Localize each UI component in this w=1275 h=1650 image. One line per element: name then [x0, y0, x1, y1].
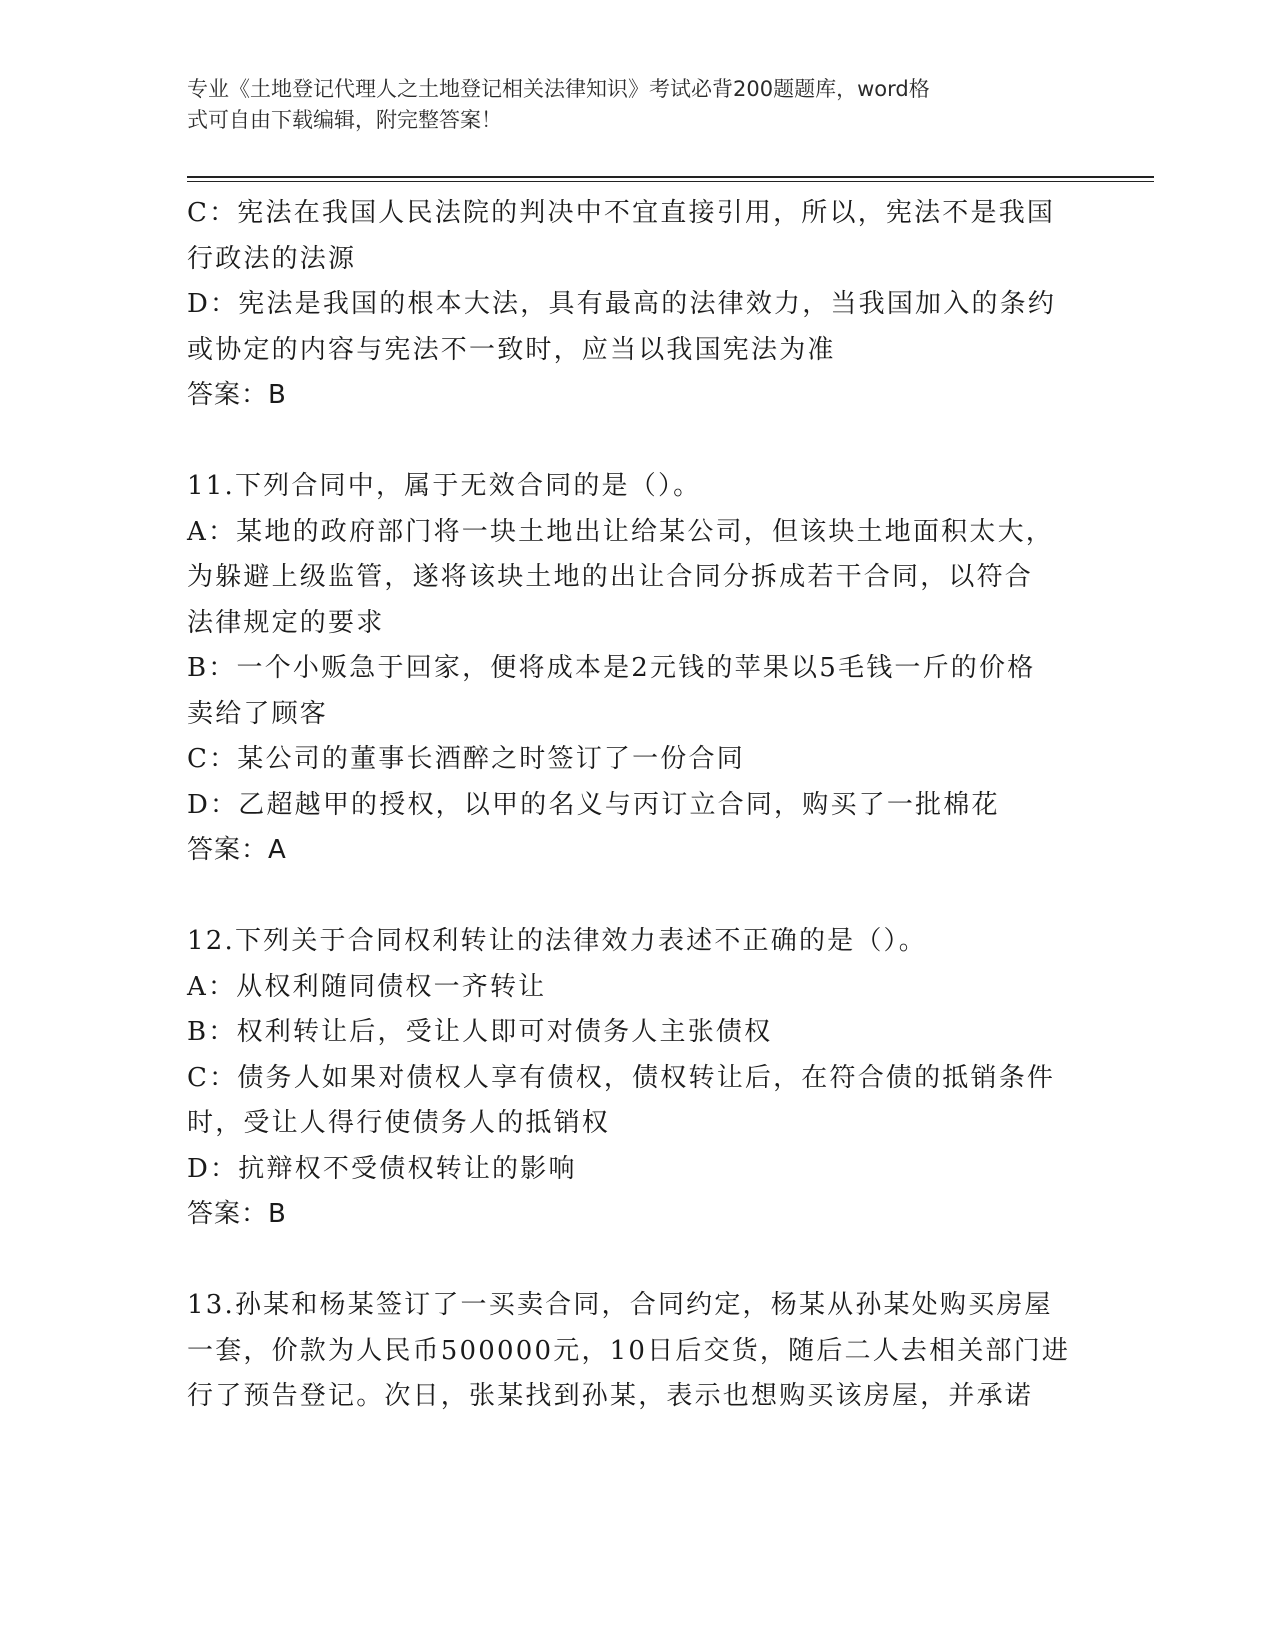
q11-option-b-line-2: 卖给了顾客 — [187, 698, 329, 729]
q10-option-c-line-1: C：宪法在我国人民法院的判决中不宜直接引用，所以，宪法不是我国 — [187, 198, 1056, 228]
q12-option-a: A：从权利随同债权一齐转让 — [187, 971, 547, 1002]
header-line-1: 专业《土地登记代理人之土地登记相关法律知识》考试必背200题题库，word格 — [187, 77, 930, 101]
q13-stem-line-3: 行了预告登记。次日，张某找到孙某，表示也想购买该房屋，并承诺 — [187, 1381, 1034, 1411]
question-11 — [187, 464, 1087, 874]
q10-option-c-line-2: 行政法的法源 — [187, 243, 357, 274]
q11-answer: 答案：A — [187, 835, 287, 865]
q11-option-c: C：某公司的董事长酒醉之时签订了一份合同 — [187, 744, 745, 774]
q11-option-a-line-1: A：某地的政府部门将一块土地出让给某公司，但该块土地面积太大， — [187, 516, 1054, 547]
question-12 — [187, 919, 1087, 1238]
q12-option-d: D：抗辩权不受债权转让的影响 — [187, 1153, 577, 1184]
q10-answer: 答案：B — [187, 380, 287, 410]
q11-option-b-line-1: B：一个小贩急于回家，便将成本是2元钱的苹果以5毛钱一斤的价格 — [187, 653, 1036, 683]
spacer — [187, 874, 1087, 920]
q12-option-c-line-2: 时，受让人得行使债务人的抵销权 — [187, 1108, 611, 1138]
q11-option-a-line-2: 为躲避上级监管，遂将该块土地的出让合同分拆成若干合同，以符合 — [187, 562, 1034, 592]
q12-stem: 12.下列关于合同权利转让的法律效力表述不正确的是（）。 — [187, 926, 927, 956]
question-13 — [187, 1283, 1087, 1420]
question-10 — [187, 191, 1087, 419]
spacer — [187, 419, 1087, 465]
q11-option-d: D：乙超越甲的授权，以甲的名义与丙订立合同，购买了一批棉花 — [187, 789, 1000, 820]
q13-stem-line-2: 一套，价款为人民币500000元，10日后交货，随后二人去相关部门进 — [187, 1335, 1071, 1366]
header-divider-thick — [187, 176, 1154, 178]
header-divider-thin — [187, 181, 1154, 182]
question-body — [187, 191, 1087, 1420]
q12-answer: 答案：B — [187, 1199, 287, 1229]
q12-option-c-line-1: C：债务人如果对债权人享有债权，债权转让后，在符合债的抵销条件 — [187, 1062, 1056, 1093]
header-line-2: 式可自由下载编辑，附完整答案！ — [187, 108, 502, 132]
spacer — [187, 1238, 1087, 1284]
q10-option-d-line-2: 或协定的内容与宪法不一致时，应当以我国宪法为准 — [187, 334, 836, 365]
q10-option-d-line-1: D：宪法是我国的根本大法，具有最高的法律效力，当我国加入的条约 — [187, 289, 1057, 319]
q11-stem: 11.下列合同中，属于无效合同的是（）。 — [187, 471, 702, 501]
q13-stem-line-1: 13.孙某和杨某签订了一买卖合同，合同约定，杨某从孙某处购买房屋 — [187, 1290, 1053, 1320]
q12-option-b: B：权利转让后，受让人即可对债务人主张债权 — [187, 1017, 773, 1047]
q11-option-a-line-3: 法律规定的要求 — [187, 607, 385, 638]
document-header — [187, 74, 1067, 136]
